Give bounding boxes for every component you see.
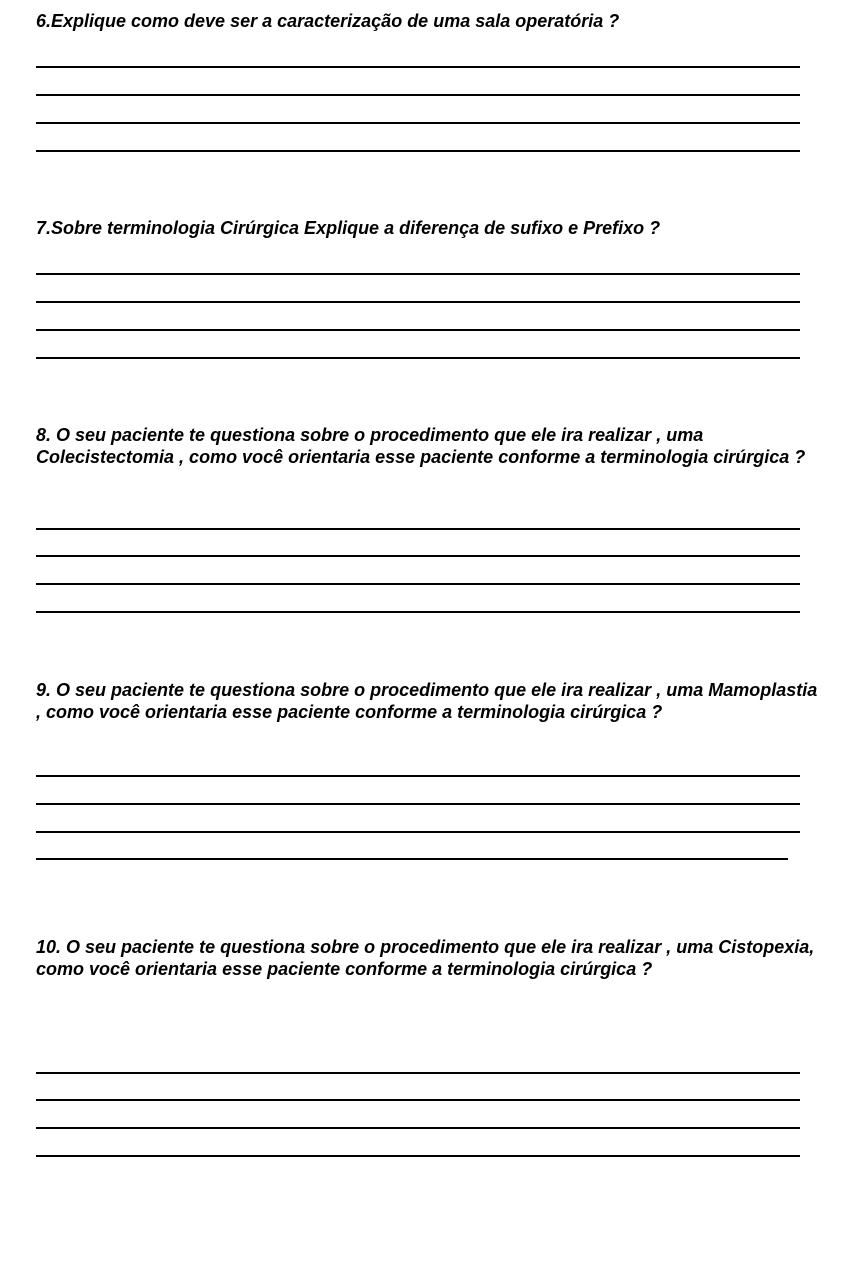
answer-line[interactable]	[36, 329, 800, 331]
answer-line[interactable]	[36, 555, 800, 557]
answer-line[interactable]	[36, 803, 800, 805]
answer-line[interactable]	[36, 66, 800, 68]
question-9	[36, 679, 826, 723]
answer-line[interactable]	[36, 357, 800, 359]
answer-line[interactable]	[36, 301, 800, 303]
question-8-text: 8. O seu paciente te questiona sobre o procedimento que ele ira realizar , uma Colecistectomia , como você orientaria esse paciente conforme a terminologia cirúrgica ?	[36, 425, 806, 467]
answer-line[interactable]	[36, 273, 800, 275]
answer-line[interactable]	[36, 150, 800, 152]
answer-line[interactable]	[36, 1072, 800, 1074]
answer-line[interactable]	[36, 1155, 800, 1157]
answer-line[interactable]	[36, 583, 800, 585]
answer-line[interactable]	[36, 122, 800, 124]
question-7	[36, 217, 826, 239]
question-10	[36, 936, 826, 980]
question-6	[36, 10, 826, 32]
answer-line[interactable]	[36, 775, 800, 777]
question-7-text: 7.Sobre terminologia Cirúrgica Explique a diferença de sufixo e Prefixo ?	[36, 218, 661, 238]
question-8	[36, 424, 826, 468]
question-6-text: 6.Explique como deve ser a caracterização de uma sala operatória ?	[36, 11, 620, 31]
answer-line[interactable]	[36, 94, 800, 96]
question-10-text: 10. O seu paciente te questiona sobre o procedimento que ele ira realizar , uma Cistopexia, como você orientaria esse paciente conforme a terminologia cirúrgica ?	[36, 937, 820, 979]
answer-line[interactable]	[36, 858, 788, 860]
answer-line[interactable]	[36, 1099, 800, 1101]
answer-line[interactable]	[36, 1127, 800, 1129]
answer-line[interactable]	[36, 611, 800, 613]
answer-line[interactable]	[36, 528, 800, 530]
answer-line[interactable]	[36, 831, 800, 833]
question-9-text: 9. O seu paciente te questiona sobre o procedimento que ele ira realizar , uma Mamoplastia , como você orientaria esse paciente conforme a terminologia cirúrgica ?	[36, 680, 828, 722]
